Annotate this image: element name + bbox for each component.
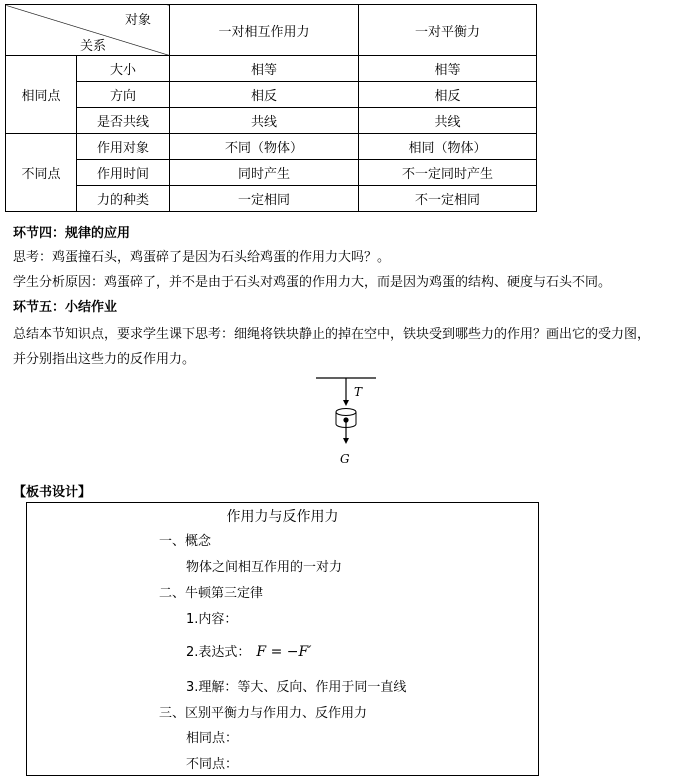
row-value-b: 共线: [359, 108, 537, 134]
board-expression: [186, 641, 311, 660]
gravity-label: G: [340, 452, 350, 466]
tension-label: T: [354, 385, 363, 399]
table-row: [6, 108, 537, 134]
table-row: [6, 134, 537, 160]
row-value-b: 相反: [359, 82, 537, 108]
board-title: 作用力与反作用力: [226, 509, 339, 525]
header-interaction-force: 一对相互作用力: [170, 5, 359, 56]
table-row: [6, 160, 537, 186]
row-value-b: 不一定相同: [359, 186, 537, 212]
table-row: [6, 186, 537, 212]
section4-think: 思考：鸡蛋撞石头，鸡蛋碎了是因为石头给鸡蛋的作用力大吗？。: [13, 250, 391, 265]
row-value-a: 共线: [170, 108, 359, 134]
row-attr: 是否共线: [77, 108, 170, 134]
section4-heading: 环节四：规律的应用: [13, 226, 131, 241]
row-attr: 作用对象: [77, 134, 170, 160]
row-value-a: 相等: [170, 56, 359, 82]
board-understanding: 3.理解：等大、反向、作用于同一直线: [186, 680, 407, 695]
block-top: [336, 409, 356, 416]
board-section-title: 【板书设计】: [13, 485, 92, 500]
newton-third-law-formula: F = −F′: [256, 644, 312, 660]
section5-heading: 环节五：小结作业: [13, 300, 118, 315]
row-attr: 大小: [77, 56, 170, 82]
board-concept-desc: 物体之间相互作用的一对力: [186, 560, 343, 575]
board-diff-points: 不同点：: [186, 757, 239, 772]
row-value-b: 相等: [359, 56, 537, 82]
row-value-a: 不同（物体）: [170, 134, 359, 160]
gravity-arrowhead: [343, 438, 349, 444]
row-value-b: 相同（物体）: [359, 134, 537, 160]
board-design-box: [26, 502, 539, 776]
row-value-a: 同时产生: [170, 160, 359, 186]
board-same-points: 相同点：: [186, 731, 239, 746]
row-value-a: 一定相同: [170, 186, 359, 212]
force-diagram: [310, 372, 390, 472]
diagonal-header-cell: [6, 5, 170, 56]
header-balanced-force: 一对平衡力: [359, 5, 537, 56]
board-concept: 一、概念: [159, 534, 212, 549]
board-third-law: 二、牛顿第三定律: [159, 586, 264, 601]
header-relation-label: 关系: [80, 39, 107, 54]
diff-points-label: 不同点: [6, 134, 77, 212]
board-content: 1.内容：: [186, 612, 238, 627]
board-expression-label: 2.表达式：: [186, 645, 251, 660]
row-attr: 方向: [77, 82, 170, 108]
row-value-b: 不一定同时产生: [359, 160, 537, 186]
same-points-label: 相同点: [6, 56, 77, 134]
board-distinguish: 三、区别平衡力与作用力、反作用力: [159, 706, 368, 721]
section5-line2: 并分别指出这些力的反作用力。: [13, 352, 196, 367]
row-value-a: 相反: [170, 82, 359, 108]
table-row: [6, 56, 537, 82]
comparison-table: [5, 4, 537, 212]
section4-analysis: 学生分析原因：鸡蛋碎了，并不是由于石头对鸡蛋的作用力大，而是因为鸡蛋的结构、硬度与石头不同。: [13, 275, 612, 290]
row-attr: 作用时间: [77, 160, 170, 186]
table-row: [6, 82, 537, 108]
header-object-label: 对象: [124, 13, 151, 28]
tension-arrowhead: [343, 400, 349, 406]
row-attr: 力的种类: [77, 186, 170, 212]
section5-line1: 总结本节知识点，要求学生课下思考：细绳将铁块静止的掉在空中，铁块受到哪些力的作用？画出它的受力图，: [13, 327, 651, 342]
